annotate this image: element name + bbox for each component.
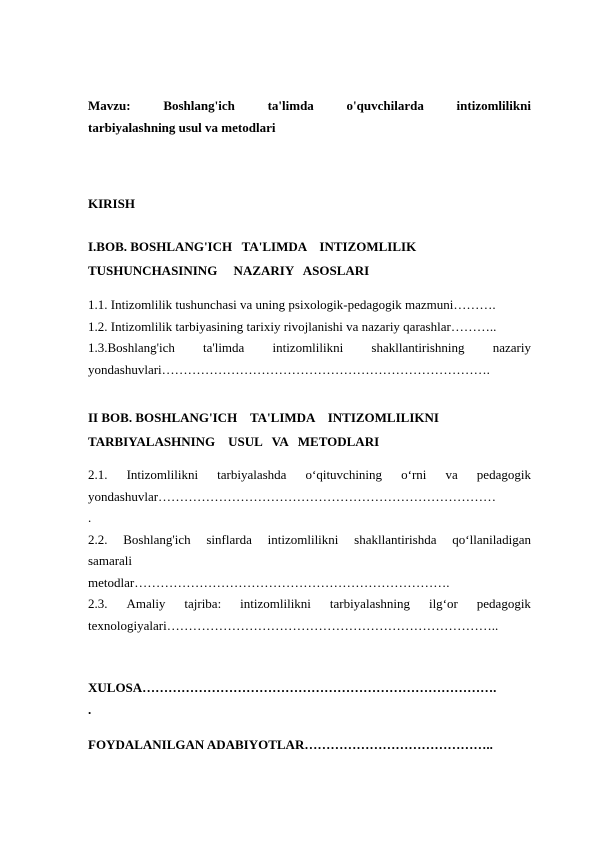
toc-word: shakllantirishning [371,340,465,355]
topic-line-2: tarbiyalashning usul va metodlari [88,120,276,135]
topic-heading [88,95,531,139]
toc-word: Amaliy [126,596,166,611]
toc-word: tarbiyalashda [217,467,287,482]
toc-word: qo‘llaniladigan [452,531,531,547]
chapter-1-title-line-1: I.BOB. BOSHLANG'ICH TA'LIMDA INTIZOMLILIK [88,239,417,254]
topic-word: intizomlilikni [456,98,531,113]
toc-item-1-3-continued: yondashuvlari…………………………………………………………………. [88,361,490,377]
chapter-2-title-line-1: II BOB. BOSHLANG'ICH TA'LIMDA INTIZOMLILIKNI [88,410,439,425]
toc-item-2-3-continued: texnologiyalari………………………………………………………………….. [88,617,499,633]
toc-item-2-3 [88,593,531,615]
toc-item-2-2-continued: samarali [88,553,133,568]
chapter-1-title-line-2: TUSHUNCHASINING NAZARIY ASOSLARI [88,263,370,278]
chapter-1-heading [88,235,416,283]
references-heading: FOYDALANILGAN ADABIYOTLAR…………………………………….. [88,737,493,752]
conclusion-line-2: . [88,702,92,717]
toc-word: 2.1. [88,467,108,482]
toc-word: tarbiyalashning [329,596,411,611]
toc-word: o‘qituvchining [305,467,383,482]
toc-word: sinflarda [206,531,252,547]
toc-word: 2.2. [88,531,108,547]
topic-word: Mavzu: [88,98,131,113]
toc-word: shakllantirishda [354,531,437,547]
toc-item-2-1-continued: yondashuvlar…………………………………………………………………… [88,488,497,504]
toc-word: pedagogik [476,596,531,611]
toc-word: Intizomlilikni [126,467,199,482]
toc-word: intizomlilikni [272,340,344,355]
toc-word: intizomlilikni [240,596,311,611]
topic-word: ta'limda [267,98,314,113]
toc-item-1-1: 1.1. Intizomlilik tushunchasi va uning psixologik-pedagogik mazmuni………. [88,297,496,312]
toc-word: Boshlang'ich [123,531,191,547]
conclusion-heading [88,677,531,721]
chapter-2-items [88,464,531,636]
toc-item-2-1-end: . [88,510,92,525]
toc-word: 1.3.Boshlang'ich [88,340,175,355]
toc-word: 2.3. [88,596,108,611]
toc-word: ta'limda [202,340,245,355]
toc-word: tajriba: [184,596,222,611]
intro-heading: KIRISH [88,196,135,211]
toc-word: o‘rni [401,467,427,482]
toc-word: va [445,467,458,482]
chapter-2-heading [88,406,439,454]
toc-item-1-2: 1.2. Intizomlilik tarbiyasining tarixiy rivojlanishi va nazariy qarashlar……….. [88,318,497,334]
toc-word: nazariy [492,340,531,355]
toc-item-1-3 [88,337,531,359]
topic-line-1 [88,95,531,117]
topic-word: Boshlang'ich [163,98,235,113]
toc-word: ilg‘or [428,596,458,611]
toc-item-2-1 [88,464,531,486]
chapter-1-items [88,294,531,380]
toc-item-2-2 [88,529,531,551]
conclusion-line-1: XULOSA………………………………………………………………………. [88,680,497,695]
chapter-2-title-line-2: TARBIYALASHNING USUL VA METODLARI [88,434,380,449]
toc-item-2-2-end: metodlar………………………………………………………………. [88,574,450,590]
toc-word: pedagogik [476,467,531,482]
toc-word: intizomlilikni [267,531,339,547]
topic-word: o'quvchilarda [346,98,424,113]
